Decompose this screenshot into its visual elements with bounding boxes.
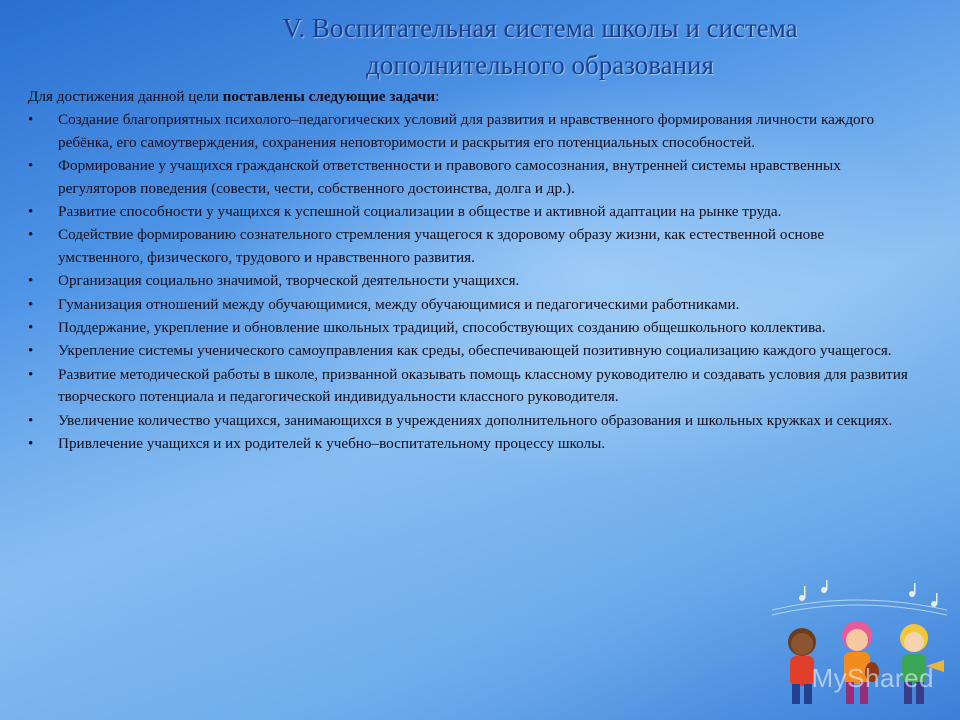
list-item — [28, 201, 908, 223]
bullet: • — [28, 319, 34, 337]
slide-content — [28, 86, 908, 457]
list-item — [28, 433, 908, 455]
bullet: • — [28, 111, 34, 129]
list-item-text: Создание благоприятных психолого–педагогических условий для развития и нравственного формирования личности каждого ребёнка, его самоутверждения, сохранения неповторимости и раскрытия его потенциальных способностей. — [58, 111, 875, 151]
bullet: • — [28, 203, 34, 221]
intro-text — [28, 86, 908, 108]
bullet: • — [28, 226, 34, 244]
list-item-text: Укрепление системы ученического самоуправления как среды, обеспечивающей позитивную социализацию каждого учащегося. — [58, 342, 892, 360]
list-item — [28, 340, 908, 362]
bullet: • — [28, 365, 34, 383]
list-item — [28, 294, 908, 316]
title-line-1: V. Воспитательная система школы и система — [282, 13, 798, 43]
intro-prefix: Для достижения данной цели — [28, 88, 223, 105]
list-item-text: Гуманизация отношений между обучающимися, между обучающимися и педагогическими работниками. — [58, 295, 740, 313]
list-item — [28, 155, 908, 200]
page-title — [160, 10, 920, 84]
list-item-text: Организация социально значимой, творческой деятельности учащихся. — [58, 272, 520, 290]
list-item-text: Поддержание, укрепление и обновление школьных традиций, способствующих созданию общешкольного коллектива. — [58, 319, 826, 337]
list-item-text: Увеличение количество учащихся, занимающихся в учреждениях дополнительного образования и школьных кружках и секциях. — [58, 411, 893, 429]
list-item — [28, 270, 908, 292]
intro-bold: поставлены следующие задачи — [222, 88, 436, 105]
list-item — [28, 317, 908, 339]
task-list — [28, 109, 908, 455]
list-item — [28, 364, 908, 409]
bullet: • — [28, 272, 34, 290]
bullet: • — [28, 295, 34, 313]
watermark-text: MyShared — [811, 663, 934, 693]
list-item — [28, 224, 908, 269]
list-item — [28, 410, 908, 432]
bullet: • — [28, 342, 34, 360]
list-item-text: Развитие методической работы в школе, призванной оказывать помощь классному руководителю и создавать условия для развития творческого потенциала и педагогической индивидуальности классного руководителя. — [58, 365, 908, 406]
bullet: • — [28, 157, 34, 175]
intro-suffix: : — [435, 88, 440, 105]
title-line-2: дополнительного образования — [366, 50, 714, 80]
list-item-text: Привлечение учащихся и их родителей к учебно–воспитательному процессу школы. — [58, 435, 606, 453]
bullet: • — [28, 435, 34, 453]
list-item — [28, 109, 908, 154]
bullet: • — [28, 411, 34, 429]
list-item-text: Содействие формированию сознательного стремления учащегося к здоровому образу жизни, как естественной основе умственного, физического, трудового и нравственного развития. — [58, 226, 825, 266]
list-item-text: Формирование у учащихся гражданской ответственности и правового самосознания, внутренней системы нравственных регуляторов поведения (совести, чести, собственного достоинства, долга и др.). — [58, 157, 841, 197]
list-item-text: Развитие способности у учащихся к успешной социализации в обществе и активной адаптации на рынке труда. — [58, 203, 782, 221]
